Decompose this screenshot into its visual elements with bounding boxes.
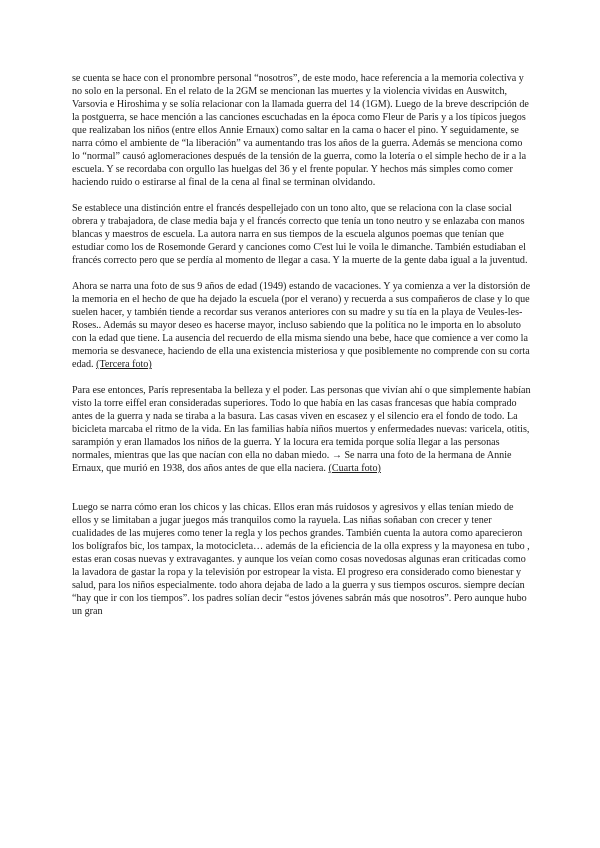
paragraph-5 (72, 501, 532, 618)
paragraph-1-text: se cuenta se hace con el pronombre personal “nosotros”, de este modo, hace referencia a la memoria colectiva y no solo en la personal. En el relato de la 2GM se mencionan las muertes y la violencia vividas en Auswitch, Varsovia e Hiroshima y se solía relacionar con la llamada guerra del 14 (1GM). Luego de la breve descripción de la postguerra, se hace mención a las canciones escuchadas en la época como Fleur de Paris y a los típicos juegos que realizaban los niños (entre ellos Annie Ernaux) como saltar en la cama o hacer el pino. Y seguidamente, se narra cómo el ambiente de “la liberación” va aumentando tras los años de la guerra. Además se menciona como lo “normal” causó aglomeraciones después de la tensión de la guerra, como la lotería o el simple hecho de ir a la escuela. Y se recordaba con orgullo las huelgas del 36 y el frente popular. Y hechos más simples como comer haciendo ruido o estirarse al final de la cena al final se terminan olvidando. (72, 73, 529, 188)
document-page (72, 72, 532, 618)
paragraph-gap (72, 267, 532, 280)
tercera-foto-link[interactable]: (Tercera foto) (96, 359, 152, 370)
paragraph-4-text: Para ese entonces, París representaba la belleza y el poder. Las personas que vivían ahí o que simplemente habían visto la torre eiffel eran consideradas superiores. Todo lo que había en las casas francesas que había comprado antes de la guerra y nada se tiraba a la basura. Las casas viven en escasez y el silencio era el fondo de todo. La bicicleta marcaba el ritmo de la vida. En las familias había niños muertos y enfermedades nuevas: varicela, otitis, sarampión y eran llamados los niños de la guerra. Y la locura era temida porque solía llegar a las personas normales, mientras que las que nacían con ella no daban miedo. → Se narra una foto de la hermana de Annie Ernaux, que murió en 1938, dos años antes de que ella naciera. (72, 385, 531, 474)
paragraph-2-text: Se establece una distinción entre el francés despellejado con un tono alto, que se relaciona con la clase social obrera y trabajadora, de clase media baja y el francés correcto que tenía un tono neutro y se enlazaba con manos blancas y maestros de escuela. La autora narra en sus tiempos de la escuela algunos poemas que tenían que estudiar como los de Rosemonde Gerard y canciones como C'est lui le voila le dimanche. También estudiaban el francés correcto pero que se perdía al momento de llegar a casa. Y la muerte de la gente daba igual a la juventud. (72, 203, 528, 266)
paragraph-gap (72, 475, 532, 501)
paragraph-4 (72, 384, 532, 475)
paragraph-gap (72, 189, 532, 202)
paragraph-5-text: Luego se narra cómo eran los chicos y las chicas. Ellos eran más ruidosos y agresivos y ellas tenían miedo de ellos y se limitaban a jugar juegos más tranquilos como la rayuela. Las niñas soñaban con crecer y tener cualidades de las mujeres como tener la regla y los pechos grandes. También cuenta la autora como aparecieron los bolígrafos bic, los tampax, la motocicleta… además de la eficiencia de la olla express y la mayonesa en tubo , estas eran cosas nuevas y extravagantes. y aunque los veían como cosas novedosas algunas eran criticadas como la lavadora de gastar la ropa y la televisión por estropear la vista. El progreso era considerado como bienestar y salud, para los niños especialmente. todo ahora dejaba de lado a la guerra y sus tiempos oscuros. siempre decían “hay que ir con los tiempos”. los padres solían decir “estos jóvenes sabrán más que nosotros”. Pero aunque hubo un gran (72, 502, 530, 617)
paragraph-3-text: Ahora se narra una foto de sus 9 años de edad (1949) estando de vacaciones. Y ya comienza a ver la distorsión de la memoria en el hecho de que ha dejado la escuela (por el verano) y recuerda a sus compañeros de clase y lo que suelen hacer, y también tiende a recordar sus veranos anteriores con su madre y su tía en la playa de Veules-les-Roses.. Además su mayor deseo es hacerse mayor, incluso sabiendo que la política no le importa en lo absoluto con la edad que tiene. La ausencia del recuerdo de ella misma siendo una bebe, hace que comience a ver como la memoria se desvanece, haciendo de ella una existencia misteriosa y que posiblemente no comprende con su corta edad. (72, 281, 531, 370)
paragraph-3 (72, 280, 532, 371)
paragraph-gap (72, 371, 532, 384)
cuarta-foto-link[interactable]: (Cuarta foto) (328, 463, 381, 474)
paragraph-2 (72, 202, 532, 267)
paragraph-1 (72, 72, 532, 189)
